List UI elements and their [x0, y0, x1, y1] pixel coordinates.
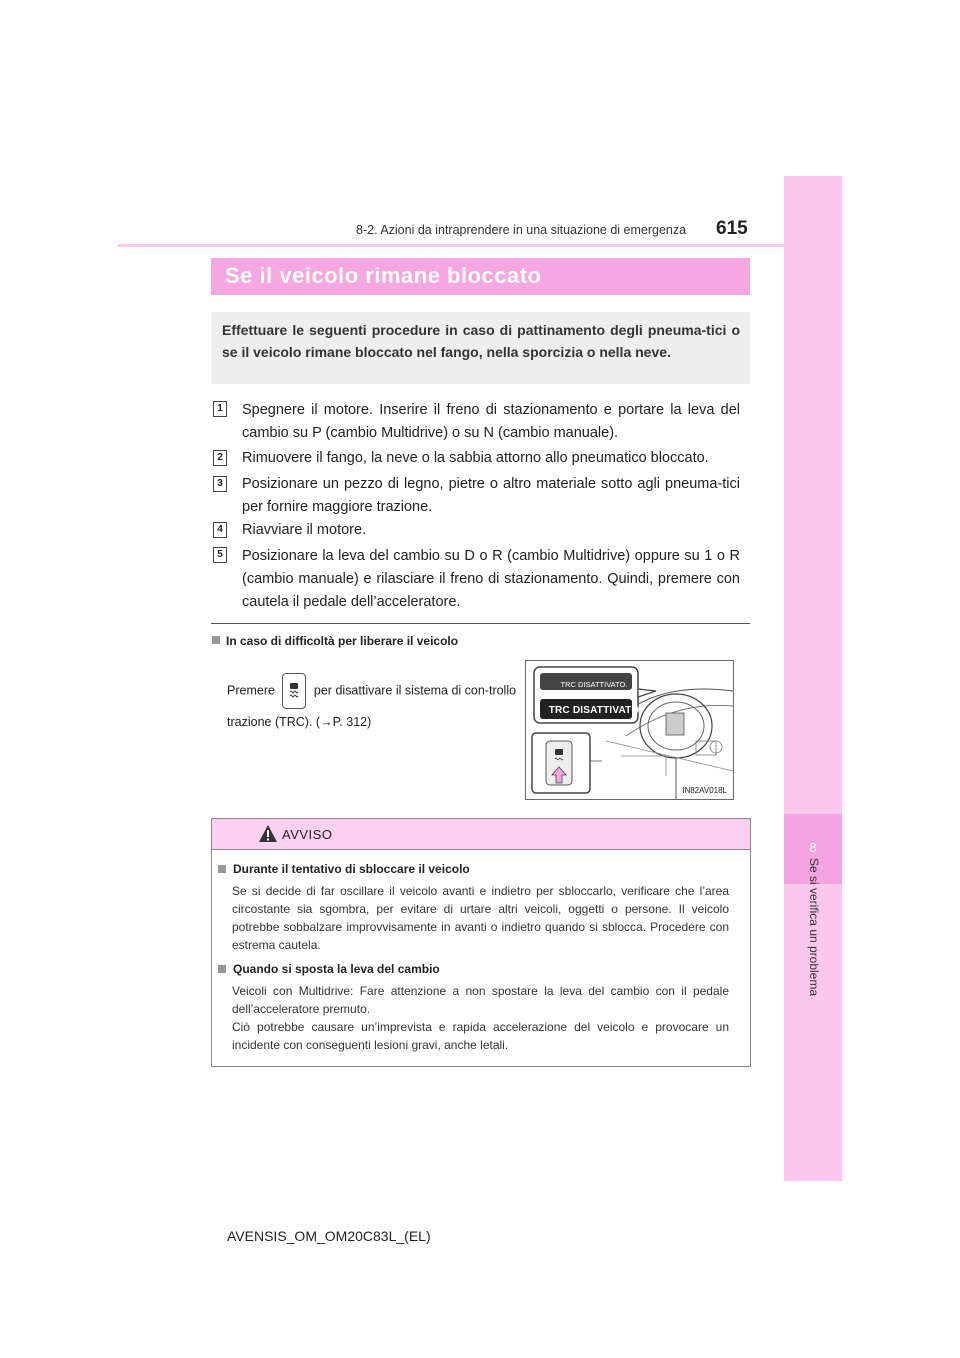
warning-subheading: Durante il tentativo di sbloccare il veicolo	[233, 862, 470, 876]
warning-box	[211, 818, 751, 1067]
title-bar	[211, 258, 750, 295]
step-text: Spegnere il motore. Inserire il freno di stazionamento e portare la leva del cambio su P (cambio Multidrive) o su N (cambio manuale).	[242, 402, 740, 441]
step-number: 2	[213, 450, 227, 466]
warning-header	[212, 819, 750, 850]
warning-icon	[258, 824, 278, 843]
note-text-after: per disattivare il sistema di con-trollo trazione (TRC). (→P. 312)	[227, 683, 517, 729]
page-number: 615	[716, 218, 748, 239]
document-code: AVENSIS_OM_OM20C83L_(EL)	[227, 1228, 431, 1244]
step-number: 1	[213, 401, 227, 417]
bullet-square-icon	[212, 636, 220, 644]
page-title: Se il veicolo rimane bloccato	[225, 263, 542, 288]
section-title: 8-2. Azioni da intraprendere in una situazione di emergenza	[356, 223, 687, 237]
step-text: Rimuovere il fango, la neve o la sabbia attorno allo pneumatico bloccato.	[242, 450, 709, 466]
note-heading: In caso di difficoltà per liberare il veicolo	[226, 634, 459, 648]
step-number: 3	[213, 476, 227, 492]
warning-text: Se si decide di far oscillare il veicolo avanti e indietro per sbloccarlo, verificare che l’area circostante sia sgombra, per evitare di urtare altri veicoli, oggetti o persone. Il veicolo potrebbe sobbalzare improvvisamente in avanti o indietro quando si sblocca. Procedere con estrema cautela.	[232, 884, 729, 952]
note-text-before: Premere	[227, 683, 275, 698]
chapter-label: Se si verifica un problema	[807, 857, 821, 997]
section-divider	[211, 623, 750, 624]
warning-text: Ciò potrebbe causare un’imprevista e rapida accelerazione del veicolo e provocare un incidente con conseguenti lesioni gravi, anche letali.	[232, 1020, 729, 1052]
step-text: Posizionare un pezzo di legno, pietre o altro materiale sotto agli pneuma-tici per fornire maggiore trazione.	[242, 476, 740, 515]
intro-box	[211, 312, 750, 384]
figure-code: IN82AV018L	[682, 786, 727, 795]
side-tab	[784, 176, 842, 1181]
step-text: Posizionare la leva del cambio su D o R (cambio Multidrive) oppure su 1 o R (cambio manuale) e rilasciare il freno di stazionamento. Quindi, premere con cautela il pedale dell’acceleratore.	[242, 548, 740, 610]
intro-text: Effettuare le seguenti procedure in caso di pattinamento degli pneuma-tici o se il veicolo rimane bloccato nel fango, nella sporcizia o nella neve.	[222, 322, 740, 360]
header-rule	[118, 244, 784, 247]
warning-text: Veicoli con Multidrive: Fare attenzione a non spostare la leva del cambio con il pedale dell’acceleratore premuto.	[232, 984, 729, 1016]
warning-subheading: Quando si sposta la leva del cambio	[233, 962, 440, 976]
step-text: Riavviare il motore.	[242, 522, 367, 538]
note-text	[227, 673, 517, 735]
step-number: 5	[213, 547, 227, 563]
bullet-square-icon	[218, 965, 226, 973]
display-message-large: TRC DISATTIVATO	[548, 705, 640, 716]
trc-illustration	[525, 660, 734, 800]
step-number: 4	[213, 522, 227, 538]
warning-title: AVVISO	[282, 827, 333, 842]
display-message-small: TRC DISATTIVATO.	[560, 680, 628, 689]
bullet-square-icon	[218, 865, 226, 873]
chapter-number: 8	[809, 840, 817, 855]
trc-off-button-icon	[282, 673, 306, 709]
